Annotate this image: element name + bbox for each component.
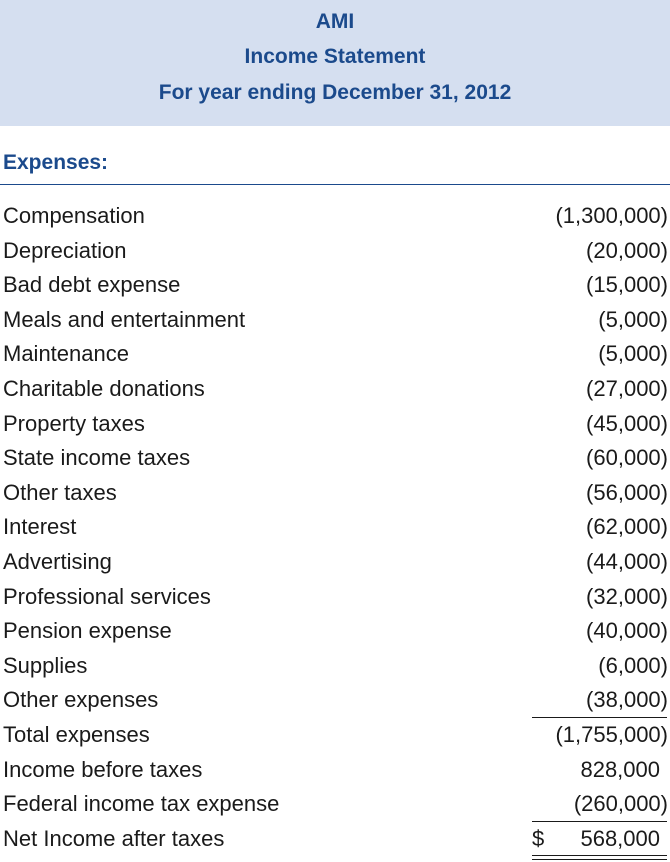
- row-label: Pension expense: [3, 618, 172, 644]
- row-amount: (1,755,000): [555, 721, 668, 747]
- row-amount: (20,000): [586, 237, 668, 263]
- row-amount: (45,000): [586, 410, 668, 436]
- table-row: [0, 268, 670, 303]
- federal-tax-row: [0, 787, 670, 822]
- section-title-expenses: Expenses:: [3, 151, 109, 174]
- row-label: Interest: [3, 514, 77, 540]
- double-underline-bottom: [532, 859, 667, 860]
- table-row: [0, 683, 670, 718]
- row-amount: (60,000): [586, 445, 668, 471]
- row-label: Advertising: [3, 548, 112, 574]
- row-label: Depreciation: [3, 237, 127, 263]
- row-label: Other taxes: [3, 479, 117, 505]
- expense-table: [0, 199, 670, 856]
- row-label: Income before taxes: [3, 756, 203, 782]
- table-row: [0, 510, 670, 545]
- currency-symbol: $: [532, 825, 545, 851]
- row-label: Charitable donations: [3, 375, 205, 401]
- row-label: Total expenses: [3, 721, 150, 747]
- row-amount: (5,000): [598, 306, 668, 332]
- table-row: [0, 372, 670, 407]
- row-amount: (40,000): [586, 618, 668, 644]
- row-amount: (260,000): [573, 791, 668, 817]
- row-label: Net Income after taxes: [3, 825, 225, 851]
- subtotal-rule: [532, 821, 667, 822]
- total-expenses-row: [0, 718, 670, 753]
- row-amount: (6,000): [598, 652, 668, 678]
- row-amount: (62,000): [586, 514, 668, 540]
- company-name: AMI: [315, 10, 355, 33]
- table-row: [0, 234, 670, 269]
- table-row: [0, 441, 670, 476]
- table-row: [0, 407, 670, 442]
- statement-header: [0, 0, 670, 126]
- statement-period: For year ending December 31, 2012: [158, 81, 512, 104]
- row-amount: (44,000): [586, 548, 668, 574]
- subtotal-rule: [532, 717, 667, 718]
- table-row: [0, 199, 670, 234]
- row-label: State income taxes: [3, 445, 191, 471]
- double-underline-top: [532, 855, 667, 856]
- row-label: Professional services: [3, 583, 211, 609]
- table-row: [0, 545, 670, 580]
- row-label: Property taxes: [3, 410, 145, 436]
- net-income-row: [0, 822, 670, 857]
- row-amount: (32,000): [586, 583, 668, 609]
- row-label: Meals and entertainment: [3, 306, 246, 332]
- row-amount: (15,000): [586, 272, 668, 298]
- row-label: Maintenance: [3, 341, 129, 367]
- table-row: [0, 614, 670, 649]
- section-divider: [0, 184, 670, 185]
- table-row: [0, 337, 670, 372]
- row-label: Other expenses: [3, 687, 159, 713]
- row-amount: (27,000): [586, 375, 668, 401]
- table-row: [0, 303, 670, 338]
- row-amount: (1,300,000): [555, 203, 668, 228]
- row-amount: 828,000: [580, 756, 660, 782]
- row-label: Federal income tax expense: [3, 791, 280, 817]
- table-row: [0, 649, 670, 684]
- row-label: Supplies: [3, 652, 88, 678]
- row-amount: (38,000): [586, 687, 668, 713]
- income-before-taxes-row: [0, 753, 670, 788]
- row-label: Compensation: [3, 203, 145, 228]
- net-income-value: 568,000: [580, 825, 660, 851]
- row-amount: (56,000): [586, 479, 668, 505]
- statement-title: Income Statement: [244, 45, 426, 68]
- row-label: Bad debt expense: [3, 272, 181, 298]
- table-row: [0, 476, 670, 511]
- table-row: [0, 580, 670, 615]
- row-amount: (5,000): [598, 341, 668, 367]
